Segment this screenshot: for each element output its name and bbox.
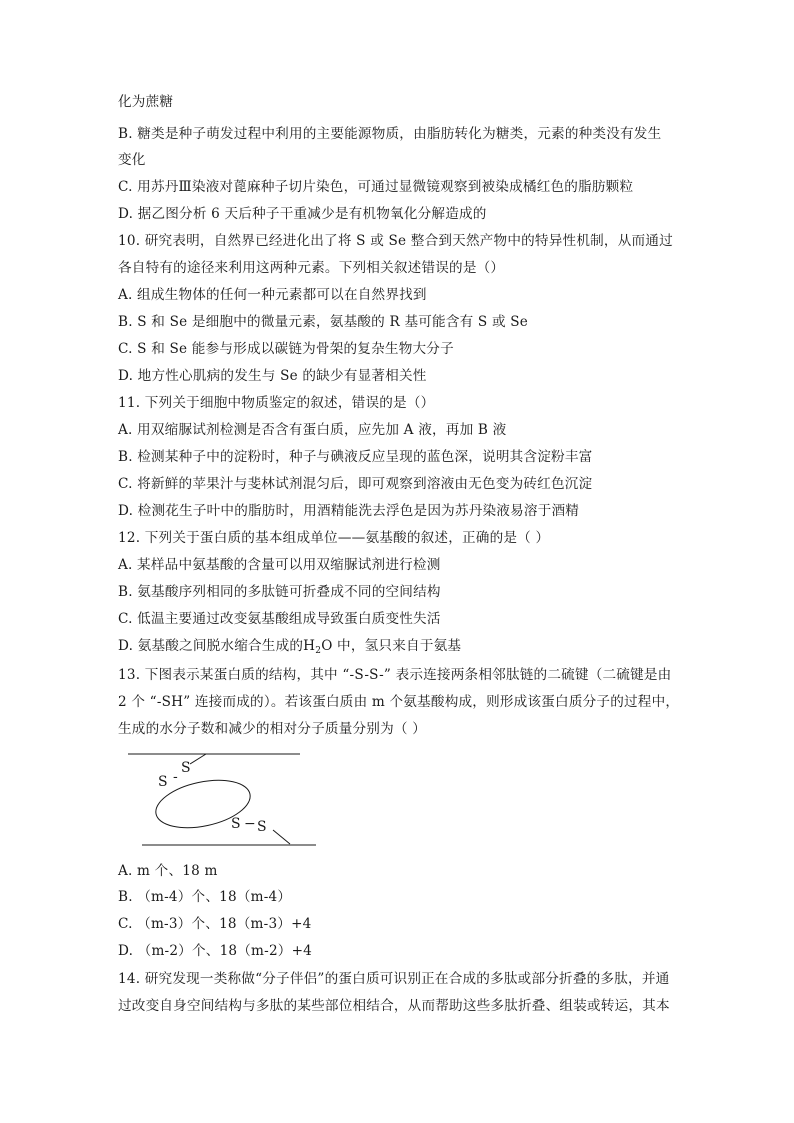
q10-option-b: B. S 和 Se 是细胞中的微量元素，氨基酸的 R 基可能含有 S 或 Se — [118, 314, 529, 330]
q11-option-b: B. 检测某种子中的淀粉时，种子与碘液反应呈现的蓝色深，说明其含淀粉丰富 — [118, 449, 593, 465]
q14-stem-line1: 14. 研究发现一类称做“分子伴侣”的蛋白质可识别正在合成的多肽或部分折叠的多肽，并通 — [118, 971, 670, 987]
bottom-chain-connector — [273, 830, 290, 844]
q9-option-d: D. 据乙图分析 6 天后种子干重减少是有机物氧化分解造成的 — [118, 206, 487, 222]
q10-stem-line1: 10. 研究表明，自然界已经进化出了将 S 或 Se 整合到天然产物中的特异性机制，从而通过 — [118, 233, 673, 249]
disulfide-bottom-s-right: S — [257, 819, 267, 835]
q12-option-d-pre: D. 氨基酸之间脱水缩合生成的H — [118, 638, 316, 654]
q13-option-c: C. （m-3）个、18（m-3）+4 — [118, 916, 312, 932]
q13-option-d: D. （m-2）个、18（m-2）+4 — [118, 943, 313, 959]
q12-option-d — [118, 636, 461, 656]
q12-stem: 12. 下列关于蛋白质的基本组成单位——氨基酸的叙述，正确的是（ ） — [118, 530, 550, 546]
q11-option-d: D. 检测花生子叶中的脂肪时，用酒精能洗去浮色是因为苏丹染液易溶于酒精 — [118, 503, 580, 519]
top-chain-connector — [190, 754, 206, 764]
q13-stem-line3: 生成的水分子数和减少的相对分子质量分别为（ ） — [118, 721, 426, 737]
q14-stem-line2: 过改变自身空间结构与多肽的某些部位相结合，从而帮助这些多肽折叠、组装或转运，其本 — [118, 998, 670, 1014]
q13-option-a: A. m 个、18 m — [118, 863, 218, 879]
q12-option-a: A. 某样品中氨基酸的含量可以用双缩脲试剂进行检测 — [118, 557, 441, 573]
q11-option-c: C. 将新鲜的苹果汁与斐林试剂混匀后，即可观察到溶液由无色变为砖红色沉淀 — [118, 476, 593, 492]
q12-option-d-post: O 中，氢只来自于氨基 — [321, 638, 462, 654]
q9-option-c: C. 用苏丹Ⅲ染液对蓖麻种子切片染色，可通过显微镜观察到被染成橘红色的脂肪颗粒 — [118, 179, 634, 195]
q12-option-c: C. 低温主要通过改变氨基酸组成导致蛋白质变性失活 — [118, 611, 441, 627]
protein-structure-diagram — [118, 748, 328, 852]
q10-option-c: C. S 和 Se 能参与形成以碳链为骨架的复杂生物大分子 — [118, 341, 454, 357]
q13-stem-line2: 2 个 “-SH” 连接而成的）。若该蛋白质由 m 个氨基酸构成，则形成该蛋白质分子的过程中， — [118, 694, 680, 710]
q12-option-b: B. 氨基酸序列相同的多肽链可折叠成不同的空间结构 — [118, 584, 441, 600]
q10-option-a: A. 组成生物体的任何一种元素都可以在自然界找到 — [118, 287, 427, 303]
disulfide-bottom-s-left: S — [231, 816, 241, 832]
q13-stem-line1: 13. 下图表示某蛋白质的结构，其中 “-S-S-” 表示连接两条相邻肽链的二硫键（二硫键是由 — [118, 667, 672, 683]
q10-option-d: D. 地方性心肌病的发生与 Se 的缺少有显著相关性 — [118, 368, 427, 384]
q9-stem-tail: 化为蔗糖 — [118, 94, 174, 110]
q13-option-b: B. （m-4）个、18（m-4） — [118, 889, 292, 905]
disulfide-top-s-left: S — [158, 774, 168, 790]
q13-protein-figure — [118, 748, 328, 852]
q9-option-b-line2: 变化 — [118, 152, 146, 168]
disulfide-bottom-dash: − — [244, 816, 256, 832]
disulfide-top-dash: - — [173, 769, 178, 785]
q9-option-b-line1: B. 糖类是种子萌发过程中利用的主要能源物质，由脂肪转化为糖类，元素的种类没有发生 — [118, 126, 662, 142]
q11-option-a: A. 用双缩脲试剂检测是否含有蛋白质，应先加 A 液，再加 B 液 — [118, 422, 507, 438]
q12-option-d-subscript: 2 — [315, 646, 322, 656]
q11-stem: 11. 下列关于细胞中物质鉴定的叙述，错误的是（） — [118, 395, 435, 411]
q10-stem-line2: 各自特有的途径来利用这两种元素。下列相关叙述错误的是（） — [118, 260, 505, 276]
disulfide-top-s-right: S — [181, 760, 191, 776]
